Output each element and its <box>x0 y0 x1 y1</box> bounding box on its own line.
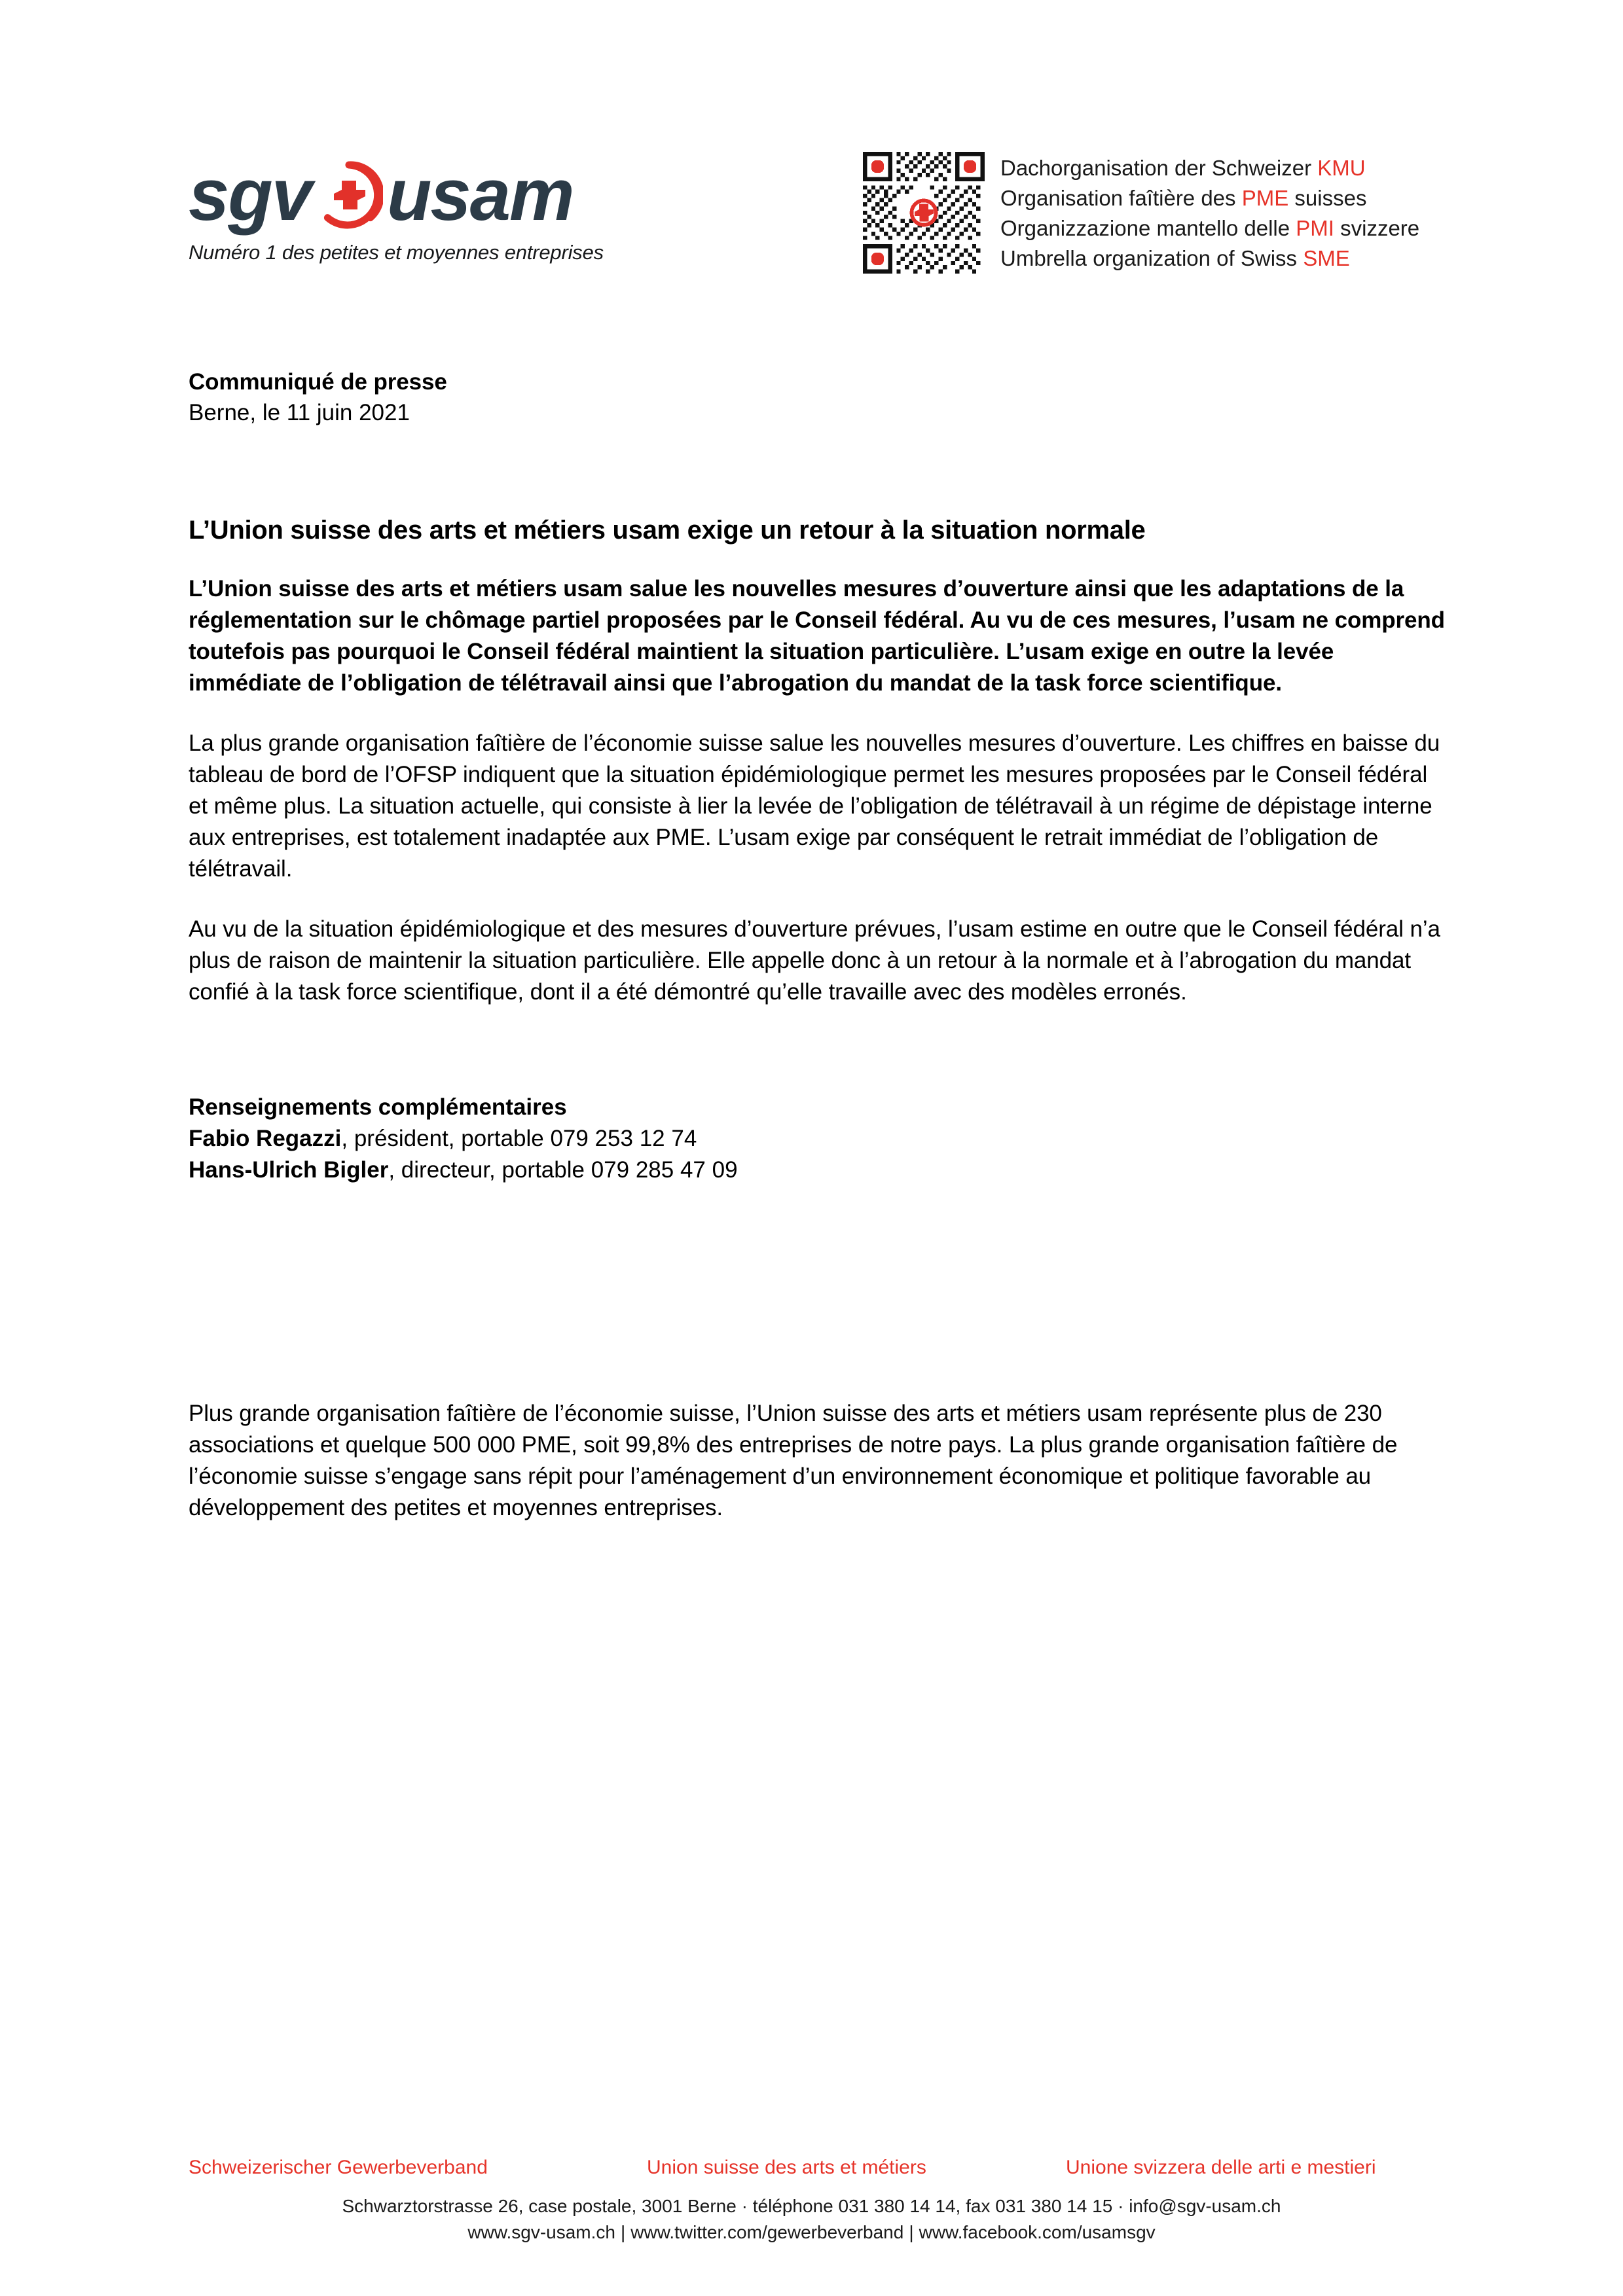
lead-paragraph: L’Union suisse des arts et métiers usam salue les nouvelles mesures d’ouverture ainsi que les adaptations de la réglementation sur le chômage partiel proposées par le Conseil fédéral. Au vu de ces mesures, l’usam ne comprend toutefois pas pourquoi le Conseil fédéral maintient la situation particulière. L’usam exige en outre la levée immédiate de l’obligation de télétravail ainsi que l’abrogation du mandat de la task force scientifique. <box>189 576 1445 696</box>
usam-logo <box>189 154 621 264</box>
qr-slogan-fr <box>1000 183 1419 213</box>
footer-link-website[interactable]: www.sgv-usam.ch <box>467 2222 615 2242</box>
qr-slogan-de-highlight: KMU <box>1317 156 1366 180</box>
footer-link-separator: | <box>620 2222 626 2242</box>
document-body <box>189 367 1449 1524</box>
page-title: L’Union suisse des arts et métiers usam exige un retour à la situation normale <box>189 516 1146 545</box>
contact-line <box>189 1155 1449 1186</box>
page-header <box>0 0 1623 308</box>
qr-slogan-it-text: Organizzazione mantello delle <box>1000 216 1296 240</box>
qr-slogan-lines <box>1000 152 1419 274</box>
contact-section-heading: Renseignements complémentaires <box>189 1094 567 1120</box>
footer-org-fr: Union suisse des arts et métiers <box>647 2157 926 2178</box>
qr-slogan-en-highlight: SME <box>1303 246 1350 270</box>
qr-slogan-en-text: Umbrella organization of Swiss <box>1000 246 1304 270</box>
usam-swiss-cross-circle-logo-icon <box>315 161 383 229</box>
release-dateline: Berne, le 11 juin 2021 <box>189 400 410 425</box>
about-boilerplate-paragraph: Plus grande organisation faîtière de l’économie suisse, l’Union suisse des arts et métiers usam représente plus de 230 associations et quelque 500 000 PME, soit 99,8% des entreprises de notre pays. La plus grande organisation faîtière de l’économie suisse s’engage sans répit pour l’aménagement d’un environnement économique et politique favorable au développement des petites et moyennes entreprises. <box>189 1401 1398 1520</box>
footer-link-separator: | <box>909 2222 914 2242</box>
footer-link-twitter[interactable]: www.twitter.com/gewerbeverband <box>630 2222 904 2242</box>
qr-slogan-it <box>1000 213 1419 243</box>
footer-organization-names <box>189 2155 1449 2180</box>
body-paragraph-1: La plus grande organisation faîtière de l’économie suisse salue les nouvelles mesures d’ouverture. Les chiffres en baisse du tableau de bord de l’OFSP indiquent que la situation épidémiologique permet les mesures proposées par le Conseil fédéral et même plus. La situation actuelle, qui consiste à lier la levée de l’obligation de télétravail à un régime de dépistage interne aux entreprises, est totalement inadaptée aux PME. L’usam exige par conséquent le retrait immédiat de l’obligation de télétravail. <box>189 730 1440 882</box>
logo-word-sgv: sgv <box>189 154 311 236</box>
logo-word-usam: usam <box>387 154 574 236</box>
contact-name: Hans-Ulrich Bigler <box>189 1157 389 1183</box>
contact-name: Fabio Regazzi <box>189 1126 342 1151</box>
contact-detail: , directeur, portable 079 285 47 09 <box>388 1157 738 1183</box>
logo-wordmark <box>189 154 621 236</box>
contact-line <box>189 1123 1449 1155</box>
qr-slogan-fr-highlight: PME <box>1241 186 1289 210</box>
footer-link-facebook[interactable]: www.facebook.com/usamsgv <box>919 2222 1156 2242</box>
qr-slogan-en <box>1000 243 1419 274</box>
qr-code-icon <box>863 152 985 274</box>
release-type-label: Communiqué de presse <box>189 369 447 395</box>
qr-slogan-de-text: Dachorganisation der Schweizer <box>1000 156 1318 180</box>
qr-slogan-it-after: svizzere <box>1334 216 1420 240</box>
footer-org-de: Schweizerischer Gewerbeverband <box>189 2157 488 2178</box>
qr-header-block <box>863 152 1419 274</box>
qr-slogan-fr-after: suisses <box>1288 186 1367 210</box>
qr-slogan-de <box>1000 153 1419 183</box>
contact-detail: , président, portable 079 253 12 74 <box>341 1126 697 1151</box>
qr-slogan-fr-text: Organisation faîtière des <box>1000 186 1242 210</box>
body-paragraph-2: Au vu de la situation épidémiologique et des mesures d’ouverture prévues, l’usam estime en outre que le Conseil fédéral n’a plus de raison de maintenir la situation particulière. Elle appelle donc à un retour à la normale et à l’abrogation du mandat confié à la task force scientifique, dont il a été démontré qu’elle travaille avec des modèles erronés. <box>189 916 1440 1005</box>
logo-tagline: Numéro 1 des petites et moyennes entreprises <box>189 241 604 264</box>
footer-links-line <box>0 2219 1623 2246</box>
footer-address-line: Schwarztorstrasse 26, case postale, 3001 Berne · téléphone 031 380 14 14, fax 031 380 14 15 · info@sgv-usam.ch <box>342 2196 1281 2216</box>
footer-org-it: Unione svizzera delle arti e mestieri <box>1066 2157 1376 2178</box>
page-footer <box>0 2060 1623 2296</box>
qr-slogan-it-highlight: PMI <box>1296 216 1334 240</box>
